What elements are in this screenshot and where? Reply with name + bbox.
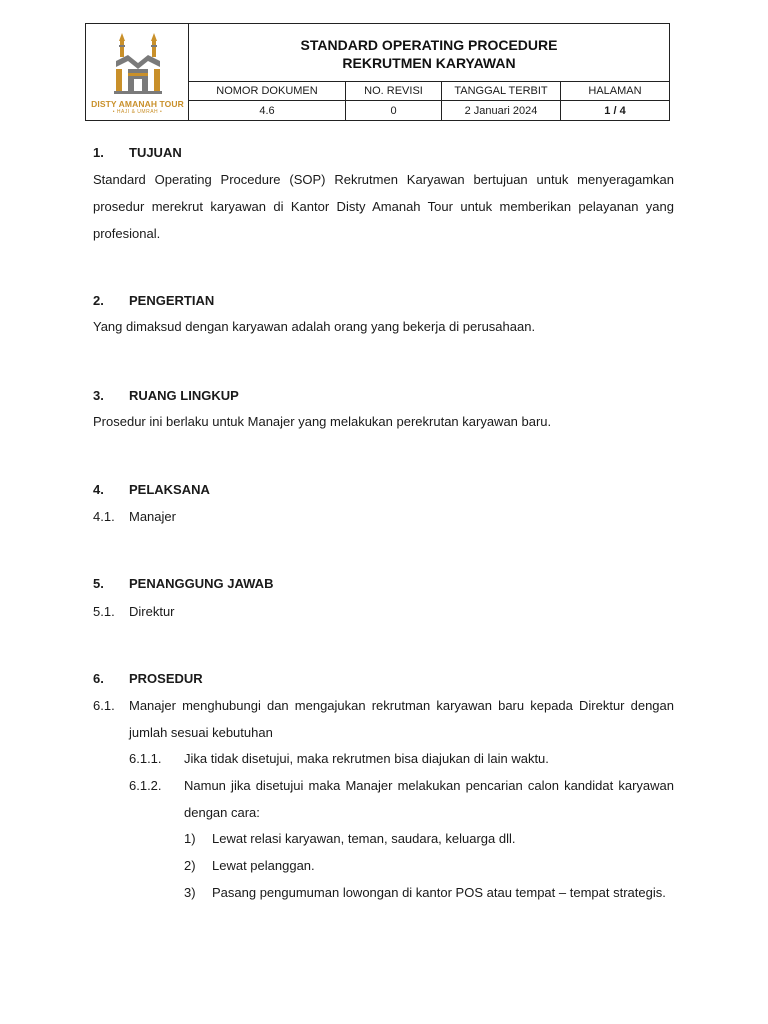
list-item-number: 3) [184,885,196,900]
label-revision: NO. REVISI [346,82,442,100]
label-page: HALAMAN [588,85,642,97]
list-item: Pasang pengumuman lowongan di kantor POS atau tempat – tempat strategis. [212,885,666,900]
list-item: Lewat relasi karyawan, teman, saudara, keluarga dll. [212,831,516,846]
label-issue-date: TANGGAL TERBIT [442,82,561,100]
list-item-number: 1) [184,831,196,846]
meta-values-row [189,101,669,120]
label-doc-number: NOMOR DOKUMEN [189,82,346,100]
sub-item-number: 6.1.1. [129,751,162,766]
sub-item: Jika tidak disetujui, maka rekrutmen bisa diajukan di lain waktu. [184,751,549,766]
list-item: Direktur [129,604,175,619]
logo-tagline: • HAJI & UMRAH • [112,109,163,115]
list-item: Lewat pelanggan. [212,858,315,873]
value-page: 1 / 4 [604,104,626,117]
list-item-number: 5.1. [93,604,115,619]
title-line-2: REKRUTMEN KARYAWAN [342,55,516,71]
sub-item-number: 6.1.2. [129,778,162,793]
document-header-table [85,23,670,121]
value-revision: 0 [346,101,442,120]
value-doc-number: 4.6 [189,101,346,120]
list-item: Manajer [129,509,176,524]
logo-cell [86,24,189,120]
section-text-pengertian: Yang dimaksud dengan karyawan adalah orang yang bekerja di perusahaan. [93,319,536,334]
company-logo-icon [112,31,164,99]
meta-labels-row [189,82,669,101]
title-line-1: STANDARD OPERATING PROCEDURE [300,37,558,53]
section-text-tujuan: Standard Operating Procedure (SOP) Rekrutmen Karyawan bertujuan untuk menyeragamkan prosedur merekrut karyawan di Kantor Disty Amanah Tour untuk memberikan pelayanan yang profesional. [93,172,674,241]
section-text-ruang-lingkup: Prosedur ini berlaku untuk Manajer yang melakukan perekrutan karyawan baru. [93,414,552,429]
list-item: Manajer menghubungi dan mengajukan rekrutman karyawan baru kepada Direktur dengan jumlah sesuai kebutuhan [129,698,674,740]
list-item-number: 4.1. [93,509,115,524]
logo-company-name: DISTY AMANAH TOUR [91,99,184,109]
document-title [189,24,669,82]
list-item-number: 2) [184,858,196,873]
sub-item: Namun jika disetujui maka Manajer melakukan pencarian calon kandidat karyawan dengan cara: [184,778,674,820]
value-issue-date: 2 Januari 2024 [442,101,561,120]
list-item-number: 6.1. [93,698,115,713]
